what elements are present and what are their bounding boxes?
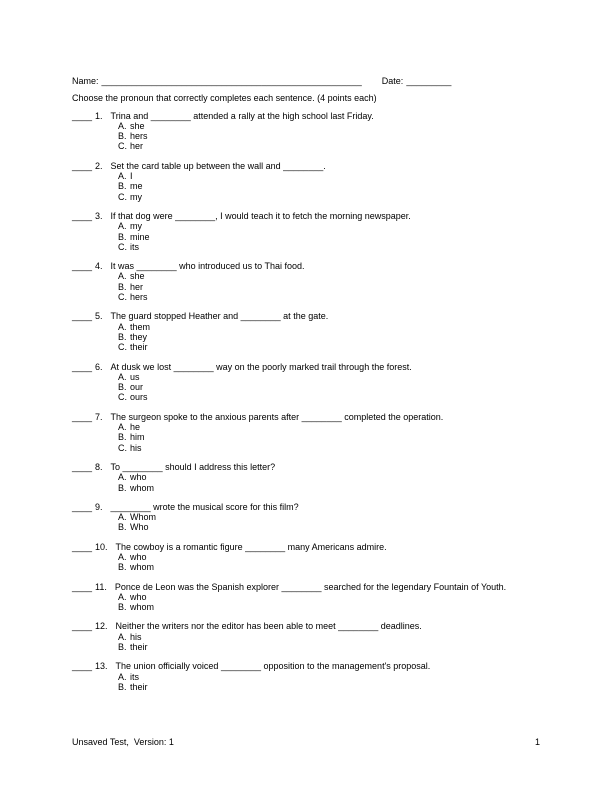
- question-text: Ponce de Leon was the Spanish explorer ________ searched for the legendary Fountain of Youth.: [114, 581, 507, 592]
- question-line: [72, 211, 540, 221]
- choice-letter: A.: [118, 671, 127, 682]
- question-number: 5.: [95, 311, 103, 322]
- choice-row: [118, 322, 540, 332]
- question-block: [72, 161, 540, 202]
- name-date-row: [72, 76, 540, 86]
- choice-row: [118, 682, 540, 692]
- choice-text: their: [130, 342, 148, 353]
- choice-letter: C.: [118, 342, 127, 353]
- choice-letter: B.: [118, 231, 127, 242]
- choice-text: he: [130, 422, 141, 433]
- choice-row: [118, 382, 540, 392]
- choice-row: [118, 242, 540, 252]
- choice-row: [118, 483, 540, 493]
- answer-blank-line: ____: [72, 621, 93, 632]
- choice-text: who: [130, 472, 147, 483]
- choice-text: whom: [130, 602, 155, 613]
- choice-text: whom: [130, 562, 155, 573]
- choice-list: [118, 512, 540, 533]
- question-block: [72, 661, 540, 692]
- question-number: 10.: [95, 541, 108, 552]
- choice-letter: C.: [118, 442, 127, 453]
- question-text: If that dog were ________, I would teach it to fetch the morning newspaper.: [110, 210, 411, 221]
- choice-row: [118, 672, 540, 682]
- choice-row: [118, 121, 540, 131]
- question-line: [72, 161, 540, 171]
- question-text: Trina and ________ attended a rally at the high school last Friday.: [110, 110, 374, 121]
- choice-text: Whom: [130, 512, 157, 523]
- choice-row: [118, 192, 540, 202]
- choice-letter: C.: [118, 392, 127, 403]
- question-block: [72, 261, 540, 302]
- choice-row: [118, 131, 540, 141]
- question-text: Set the card table up between the wall and ________.: [110, 160, 326, 171]
- answer-blank-line: ____: [72, 110, 93, 121]
- question-text: The guard stopped Heather and ________ at the gate.: [110, 311, 329, 322]
- question-line: [72, 502, 540, 512]
- question-line: [72, 462, 540, 472]
- choice-text: him: [130, 432, 145, 443]
- choice-row: [118, 181, 540, 191]
- choice-text: whom: [130, 482, 155, 493]
- choice-text: who: [130, 551, 147, 562]
- question-block: [72, 211, 540, 252]
- choice-row: [118, 392, 540, 402]
- name-blank-line: ____________________________________________________: [101, 76, 362, 86]
- choice-list: [118, 472, 540, 493]
- choice-row: [118, 642, 540, 652]
- choice-row: [118, 232, 540, 242]
- instructions-text: Choose the pronoun that correctly completes each sentence. (4 points each): [72, 93, 377, 104]
- footer-page-number: 1: [534, 737, 540, 747]
- choice-text: her: [130, 281, 144, 292]
- question-text: At dusk we lost ________ way on the poorly marked trail through the forest.: [110, 361, 412, 372]
- choice-letter: A.: [118, 472, 127, 483]
- choice-letter: B.: [118, 522, 127, 533]
- question-block: [72, 412, 540, 453]
- choice-row: [118, 512, 540, 522]
- choice-list: [118, 372, 540, 403]
- choice-text: our: [130, 382, 144, 393]
- choice-text: hers: [130, 292, 148, 303]
- choice-text: who: [130, 591, 147, 602]
- answer-blank-line: ____: [72, 501, 93, 512]
- choice-row: [118, 632, 540, 642]
- answer-blank-line: ____: [72, 411, 93, 422]
- question-block: [72, 111, 540, 152]
- question-text: It was ________ who introduced us to Thai food.: [110, 261, 305, 272]
- question-text: The surgeon spoke to the anxious parents after ________ completed the operation.: [110, 411, 444, 422]
- choice-letter: B.: [118, 131, 127, 142]
- choice-letter: B.: [118, 382, 127, 393]
- choice-text: them: [130, 321, 151, 332]
- question-line: [72, 311, 540, 321]
- choice-row: [118, 282, 540, 292]
- choice-text: its: [130, 241, 139, 252]
- choice-letter: B.: [118, 562, 127, 573]
- choice-row: [118, 602, 540, 612]
- question-line: [72, 621, 540, 631]
- question-block: [72, 311, 540, 352]
- question-list: [72, 111, 540, 693]
- question-number: 9.: [95, 501, 103, 512]
- question-number: 3.: [95, 210, 103, 221]
- choice-text: my: [130, 221, 142, 232]
- question-block: [72, 621, 540, 652]
- choice-letter: A.: [118, 371, 127, 382]
- answer-blank-line: ____: [72, 311, 93, 322]
- choice-letter: A.: [118, 221, 127, 232]
- choice-letter: B.: [118, 181, 127, 192]
- choice-letter: B.: [118, 432, 127, 443]
- choice-row: [118, 171, 540, 181]
- choice-row: [118, 271, 540, 281]
- choice-list: [118, 422, 540, 453]
- choice-text: its: [130, 671, 139, 682]
- choice-list: [118, 221, 540, 252]
- date-blank-line: _________: [406, 76, 452, 86]
- choice-letter: C.: [118, 292, 127, 303]
- question-line: [72, 261, 540, 271]
- choice-text: us: [130, 371, 140, 382]
- choice-letter: A.: [118, 321, 127, 332]
- choice-text: my: [130, 191, 142, 202]
- choice-text: Who: [130, 522, 149, 533]
- choice-letter: A.: [118, 422, 127, 433]
- choice-letter: A.: [118, 512, 127, 523]
- choice-letter: C.: [118, 141, 127, 152]
- page-footer: [72, 737, 540, 747]
- question-line: [72, 542, 540, 552]
- choice-letter: C.: [118, 241, 127, 252]
- choice-letter: A.: [118, 591, 127, 602]
- footer-version-text: Unsaved Test, Version: 1: [72, 737, 174, 747]
- question-block: [72, 462, 540, 493]
- question-number: 2.: [95, 160, 103, 171]
- choice-text: me: [130, 181, 143, 192]
- choice-row: [118, 562, 540, 572]
- choice-text: his: [130, 442, 142, 453]
- choice-text: their: [130, 642, 148, 653]
- question-number: 7.: [95, 411, 103, 422]
- question-line: [72, 362, 540, 372]
- choice-row: [118, 522, 540, 532]
- choice-row: [118, 432, 540, 442]
- choice-text: she: [130, 120, 145, 131]
- question-block: [72, 502, 540, 533]
- choice-letter: A.: [118, 271, 127, 282]
- question-block: [72, 362, 540, 403]
- choice-text: she: [130, 271, 145, 282]
- choice-letter: C.: [118, 191, 127, 202]
- choice-row: [118, 292, 540, 302]
- choice-row: [118, 472, 540, 482]
- choice-list: [118, 322, 540, 353]
- answer-blank-line: ____: [72, 210, 93, 221]
- choice-row: [118, 443, 540, 453]
- choice-row: [118, 332, 540, 342]
- answer-blank-line: ____: [72, 661, 93, 672]
- question-line: [72, 582, 540, 592]
- answer-blank-line: ____: [72, 261, 93, 272]
- choice-letter: A.: [118, 171, 127, 182]
- choice-text: ours: [130, 392, 148, 403]
- choice-list: [118, 271, 540, 302]
- question-line: [72, 661, 540, 671]
- answer-blank-line: ____: [72, 461, 93, 472]
- question-number: 8.: [95, 461, 103, 472]
- choice-row: [118, 221, 540, 231]
- question-line: [72, 412, 540, 422]
- choice-letter: A.: [118, 551, 127, 562]
- answer-blank-line: ____: [72, 361, 93, 372]
- choice-list: [118, 171, 540, 202]
- date-label: Date:: [381, 76, 404, 86]
- choice-list: [118, 632, 540, 653]
- choice-text: mine: [130, 231, 150, 242]
- question-text: The union officially voiced ________ opposition to the management's proposal.: [115, 661, 431, 672]
- name-label: Name:: [72, 76, 99, 86]
- choice-row: [118, 552, 540, 562]
- choice-letter: A.: [118, 631, 127, 642]
- question-number: 12.: [95, 621, 108, 632]
- choice-row: [118, 342, 540, 352]
- question-block: [72, 542, 540, 573]
- choice-text: I: [130, 171, 133, 182]
- question-number: 6.: [95, 361, 103, 372]
- question-number: 11.: [95, 581, 107, 592]
- choice-letter: A.: [118, 120, 127, 131]
- question-text: To ________ should I address this letter?: [110, 461, 276, 472]
- choice-text: hers: [130, 131, 148, 142]
- answer-blank-line: ____: [72, 581, 93, 592]
- choice-list: [118, 672, 540, 693]
- choice-text: her: [130, 141, 144, 152]
- question-text: ________ wrote the musical score for this film?: [110, 501, 299, 512]
- choice-list: [118, 552, 540, 573]
- choice-letter: B.: [118, 331, 127, 342]
- question-line: [72, 111, 540, 121]
- choice-letter: B.: [118, 602, 127, 613]
- choice-text: his: [130, 631, 142, 642]
- question-block: [72, 582, 540, 613]
- choice-row: [118, 372, 540, 382]
- question-number: 13.: [95, 661, 108, 672]
- choice-letter: B.: [118, 482, 127, 493]
- question-text: The cowboy is a romantic figure ________ many Americans admire.: [115, 541, 387, 552]
- choice-row: [118, 422, 540, 432]
- choice-text: they: [130, 331, 148, 342]
- choice-text: their: [130, 681, 148, 692]
- choice-list: [118, 121, 540, 152]
- choice-list: [118, 592, 540, 613]
- choice-letter: B.: [118, 642, 127, 653]
- choice-row: [118, 141, 540, 151]
- answer-blank-line: ____: [72, 541, 93, 552]
- choice-row: [118, 592, 540, 602]
- choice-letter: B.: [118, 281, 127, 292]
- choice-letter: B.: [118, 681, 127, 692]
- answer-blank-line: ____: [72, 160, 93, 171]
- question-number: 4.: [95, 261, 103, 272]
- question-text: Neither the writers nor the editor has been able to meet ________ deadlines.: [115, 621, 422, 632]
- question-number: 1.: [95, 110, 103, 121]
